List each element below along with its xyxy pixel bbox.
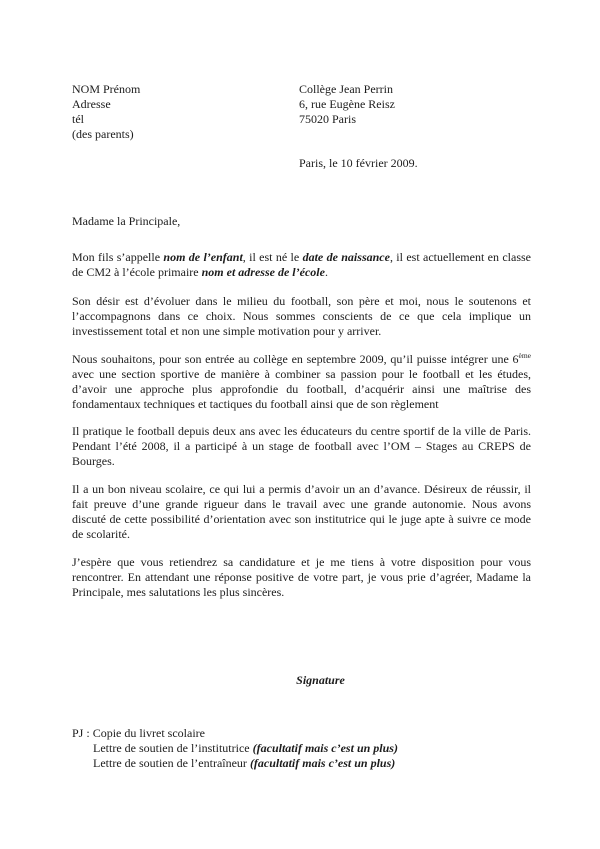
recipient-address	[299, 82, 531, 142]
body-paragraph-5: Il a un bon niveau scolaire, ce qui lui a permis d’avoir un an d’avance. Désireux de réussir, il fait preuve d’une grande rigueur dans le travail avec une grande autonomie. Nous avons discuté de cette possibilité d’orientation avec son institutrice qui le juge apte à suivre ce mode de scolarité.	[72, 482, 531, 541]
sender-line: Adresse	[72, 97, 111, 111]
body-paragraph-4: Il pratique le football depuis deux ans avec les éducateurs du centre sportif de la ville de Paris. Pendant l’été 2008, il a participé à un stage de football avec l’OM – Stages au CREPS de Bourges.	[72, 424, 531, 468]
attachments-section	[72, 726, 531, 771]
sender-line: NOM Prénom	[72, 82, 141, 96]
recipient-line: 75020 Paris	[299, 112, 356, 126]
date-line: Paris, le 10 février 2009.	[299, 156, 418, 170]
sender-line: (des parents)	[72, 127, 134, 141]
recipient-line: 6, rue Eugène Reisz	[299, 97, 395, 111]
body-paragraph-2: Son désir est d’évoluer dans le milieu du football, son père et moi, nous le soutenons et l’accompagnons dans ce choix. Nous sommes conscients de ce que cela implique un investissement total et non une simple motivation pour y arriver.	[72, 294, 531, 338]
recipient-line: Collège Jean Perrin	[299, 82, 393, 96]
salutation: Madame la Principale,	[72, 214, 181, 228]
body-paragraph-3: Nous souhaitons, pour son entrée au collège en septembre 2009, qu’il puisse intégrer une 6ème avec une section sportive de manière à combiner sa passion pour le football et les études, d’avoir une approche plus approfondie du football, d’acquérir ainsi une maîtrise des fondamentaux techniques et tactiques du football ainsi que de son règlement	[72, 351, 531, 411]
body-paragraph-1: Mon fils s’appelle nom de l’enfant, il est né le date de naissance, il est actuellement en classe de CM2 à l’école primaire nom et adresse de l’école.	[72, 250, 531, 279]
sender-line: tél	[72, 112, 84, 126]
signature-label: Signature	[296, 673, 345, 687]
body-paragraph-6: J’espère que vous retiendrez sa candidature et je me tiens à votre disposition pour vous rencontrer. En attendant une réponse positive de votre part, je vous prie d’agréer, Madame la Principale, mes salutations les plus sincères.	[72, 555, 531, 599]
attachment-line: Lettre de soutien de l’institutrice (facultatif mais c’est un plus)	[93, 741, 398, 755]
sender-address	[72, 82, 299, 142]
attachment-line: Lettre de soutien de l’entraîneur (facultatif mais c’est un plus)	[93, 756, 396, 770]
letter-header	[72, 82, 531, 142]
attachment-line	[72, 726, 531, 741]
attachment-item: Copie du livret scolaire	[92, 726, 205, 740]
attachments-label: PJ :	[72, 726, 93, 740]
